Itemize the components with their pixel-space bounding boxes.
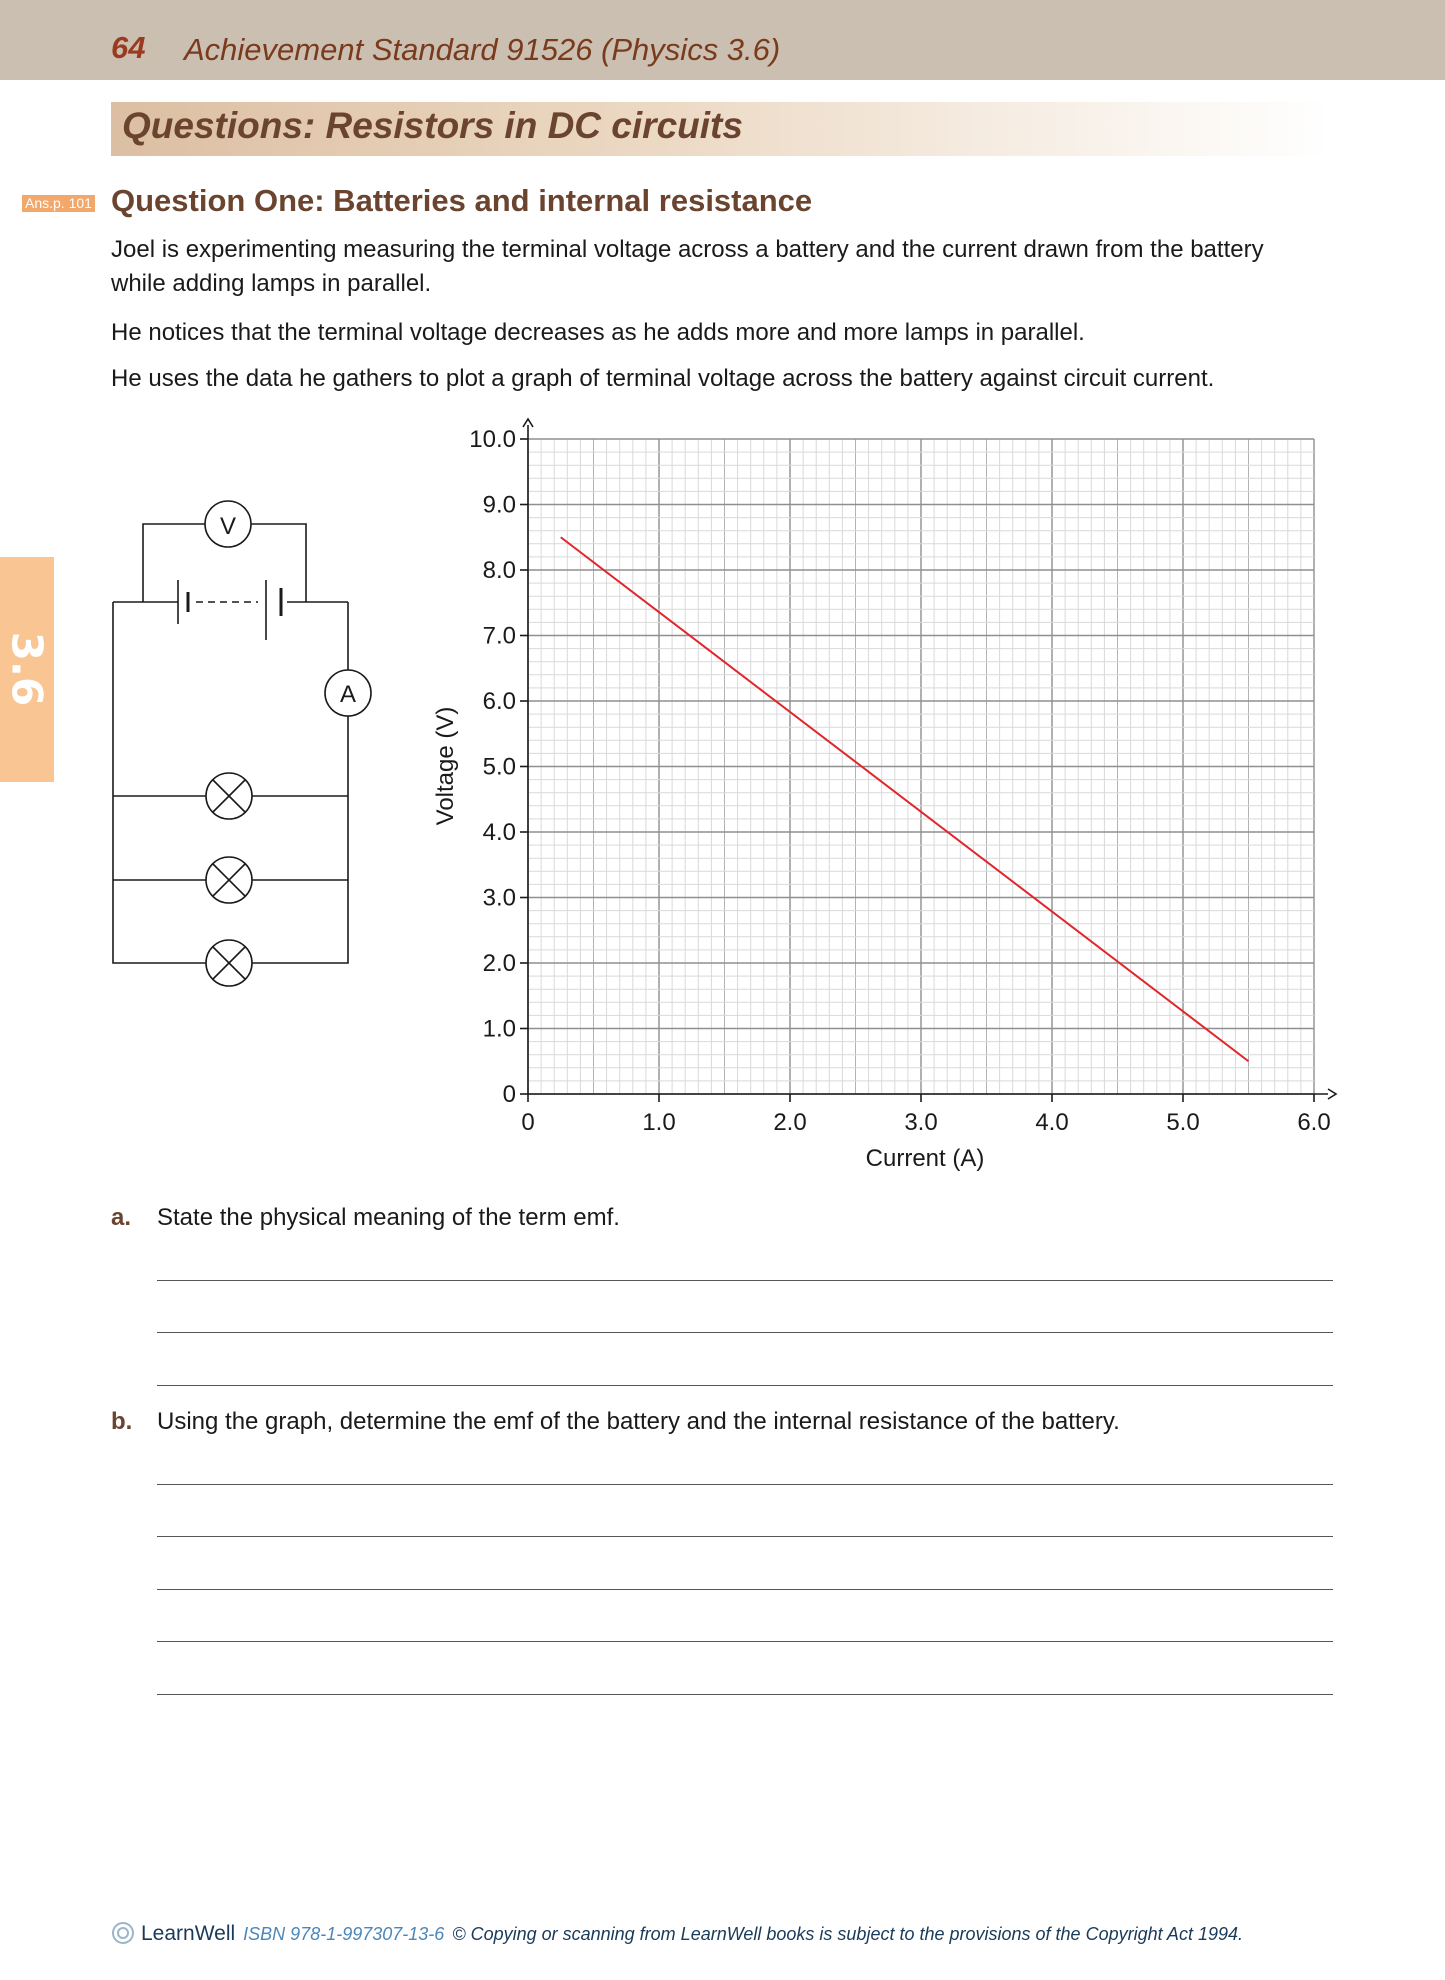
series-line <box>561 537 1249 1061</box>
footer <box>111 1921 1243 1946</box>
answer-line[interactable] <box>157 1280 1333 1281</box>
page-number: 64 <box>111 30 146 65</box>
x-tick-label: 4.0 <box>1035 1109 1069 1136</box>
y-tick-label: 1.0 <box>482 1015 516 1043</box>
learnwell-logo-icon <box>111 1921 135 1945</box>
y-tick-label: 4.0 <box>482 819 516 846</box>
y-tick-label: 0 <box>502 1081 516 1108</box>
y-tick-label: 6.0 <box>482 688 516 715</box>
lamp-icon <box>206 940 252 986</box>
y-tick-label: 8.0 <box>482 557 516 584</box>
circuit-diagram <box>113 501 371 986</box>
y-axis-label: Voltage (V) <box>432 706 459 826</box>
y-tick-label: 7.0 <box>482 622 516 650</box>
answer-line[interactable] <box>157 1536 1333 1537</box>
side-tab-label: 3.6 <box>2 631 52 707</box>
x-tick-label: 6.0 <box>1297 1109 1331 1136</box>
x-tick-label: 3.0 <box>904 1109 938 1136</box>
answer-line[interactable] <box>157 1332 1333 1333</box>
y-tick-label: 5.0 <box>482 753 516 781</box>
section-title: Questions: Resistors in DC circuits <box>122 105 743 146</box>
graph-grid <box>528 439 1314 1094</box>
lamp-icon <box>206 857 252 903</box>
x-tick-label: 1.0 <box>642 1109 676 1136</box>
graph-tick-labels <box>469 426 1330 1136</box>
battery-icon <box>178 580 281 640</box>
graph-axes <box>520 419 1336 1102</box>
footer-copyright: © Copying or scanning from LearnWell books is subject to the provisions of the Copyright Act 1994. <box>452 1924 1243 1944</box>
answer-line[interactable] <box>157 1694 1333 1695</box>
ammeter-label: A <box>339 681 357 708</box>
part-a-label: a. <box>111 1204 132 1231</box>
x-tick-label: 0 <box>521 1109 535 1136</box>
part-b-label: b. <box>111 1408 133 1435</box>
graph-series <box>561 537 1249 1061</box>
question-heading: Question One: Batteries and internal resistance <box>111 183 813 218</box>
answer-page-badge: Ans.p. 101 <box>22 195 95 212</box>
answer-line[interactable] <box>157 1641 1333 1642</box>
question-paragraph: He notices that the terminal voltage decreases as he adds more and more lamps in parallel. <box>111 319 1085 346</box>
x-tick-label: 5.0 <box>1166 1109 1200 1136</box>
footer-brand: LearnWell <box>141 1922 236 1945</box>
x-axis-arrow-icon <box>1328 1089 1336 1099</box>
answer-line[interactable] <box>157 1589 1333 1590</box>
answer-line[interactable] <box>157 1385 1333 1386</box>
lamp-icon <box>206 773 252 819</box>
header-title: Achievement Standard 91526 (Physics 3.6) <box>184 32 781 67</box>
part-b-text: Using the graph, determine the emf of the battery and the internal resistance of the battery. <box>157 1408 1120 1435</box>
voltage-current-graph <box>432 419 1336 1172</box>
y-tick-label: 2.0 <box>482 950 516 977</box>
answer-line[interactable] <box>157 1484 1333 1485</box>
y-tick-label: 10.0 <box>469 426 516 453</box>
y-tick-label: 9.0 <box>482 491 516 519</box>
part-a-text: State the physical meaning of the term emf. <box>157 1204 620 1231</box>
x-tick-label: 2.0 <box>773 1109 807 1136</box>
question-paragraph: He uses the data he gathers to plot a graph of terminal voltage across the battery against circuit current. <box>111 365 1215 392</box>
y-tick-label: 3.0 <box>482 884 516 912</box>
voltmeter-label: V <box>219 513 237 540</box>
x-axis-label: Current (A) <box>865 1145 985 1172</box>
question-paragraph: Joel is experimenting measuring the terminal voltage across a battery and the current drawn from the battery while adding lamps in parallel. <box>111 236 1264 297</box>
footer-isbn: ISBN 978-1-997307-13-6 <box>243 1924 445 1944</box>
